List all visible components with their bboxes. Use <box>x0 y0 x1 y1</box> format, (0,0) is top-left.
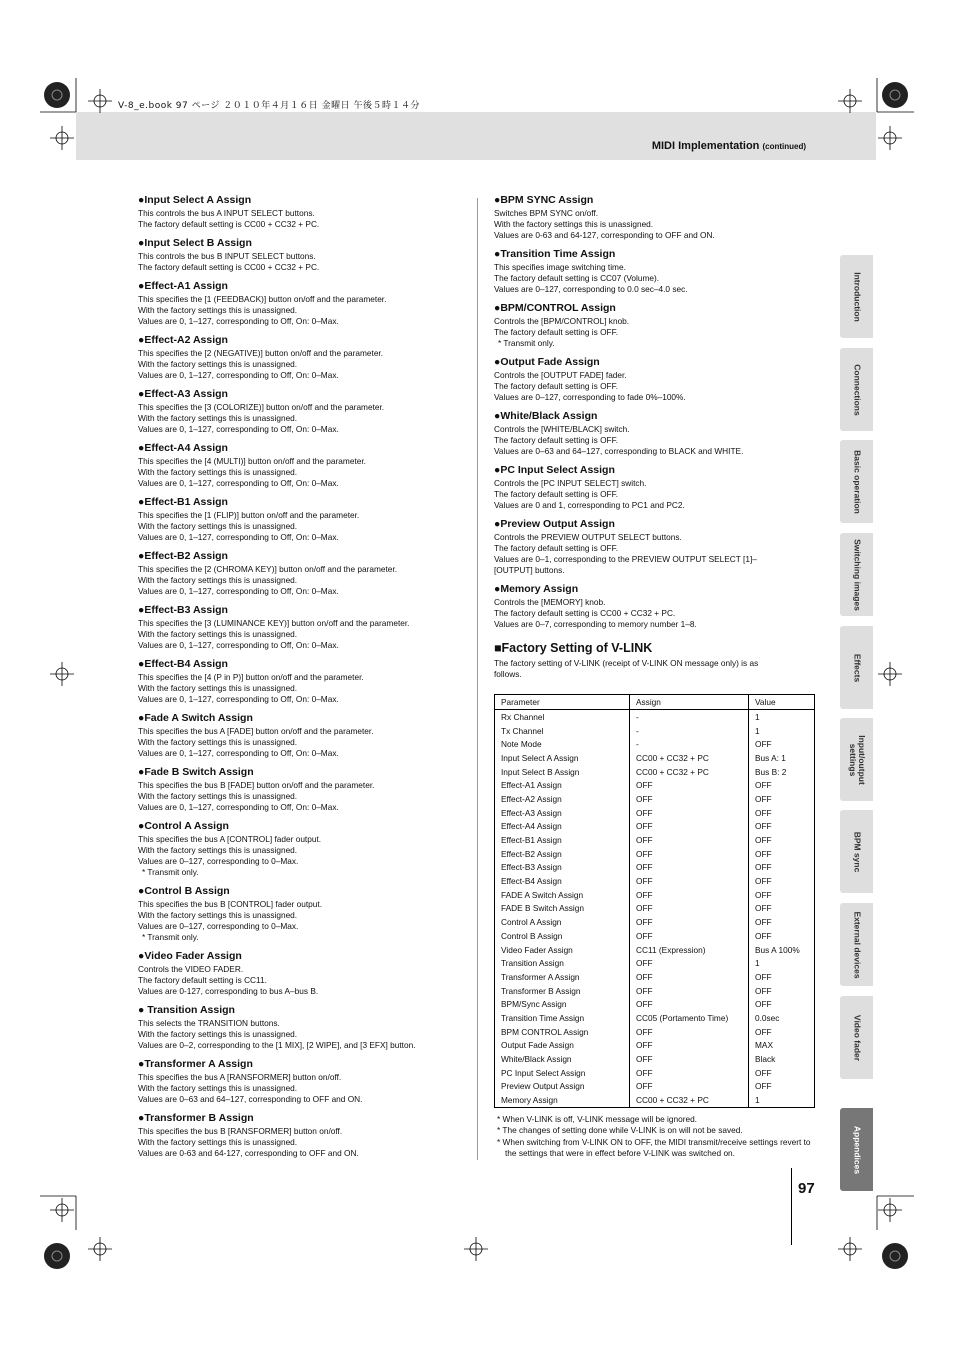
section-heading: ●PC Input Select Assign <box>494 464 615 476</box>
value-cell: OFF <box>749 833 815 847</box>
section-line: Controls the PREVIEW OUTPUT SELECT buttons. <box>494 532 682 542</box>
parameter-cell: Effect-A3 Assign <box>495 806 630 820</box>
assign-cell: OFF <box>630 874 749 888</box>
parameter-cell: Control A Assign <box>495 915 630 929</box>
section-line: Values are 0-127, corresponding to bus A–bus B. <box>138 986 319 996</box>
section-note: * Transmit only. <box>498 338 555 348</box>
section-heading: ●Video Fader Assign <box>138 950 242 962</box>
assign-cell: - <box>630 737 749 751</box>
assign-cell: - <box>630 710 749 724</box>
vlink-header-assign: Assign <box>630 695 749 710</box>
section-heading: ●Transition Time Assign <box>494 248 616 260</box>
side-tab-label: Appendices <box>852 1125 862 1174</box>
section-line: With the factory settings this is unassigned. <box>138 359 298 369</box>
value-cell: OFF <box>749 792 815 806</box>
assign-cell: OFF <box>630 861 749 875</box>
section-line: Values are 0, 1–127, corresponding to Off, On: 0–Max. <box>138 640 339 650</box>
section-line: Values are 0, 1–127, corresponding to Off, On: 0–Max. <box>138 478 339 488</box>
section-line: With the factory settings this is unassigned. <box>138 791 298 801</box>
parameter-cell: Video Fader Assign <box>495 943 630 957</box>
section-line: This specifies the [4 (MULTI)] button on/off and the parameter. <box>138 456 366 466</box>
side-tab-label: BPM sync <box>852 831 862 872</box>
section-line: Switches BPM SYNC on/off. <box>494 208 599 218</box>
value-cell: OFF <box>749 1080 815 1094</box>
parameter-cell: Effect-A2 Assign <box>495 792 630 806</box>
assign-cell: OFF <box>630 915 749 929</box>
value-cell: Bus A 100% <box>749 943 815 957</box>
vlink-title: ■Factory Setting of V-LINK <box>494 641 653 655</box>
section-heading: ●BPM SYNC Assign <box>494 194 594 206</box>
parameter-cell: Control B Assign <box>495 929 630 943</box>
value-cell: 1 <box>749 1093 815 1107</box>
value-cell: OFF <box>749 888 815 902</box>
section-line: Values are 0–63 and 64–127, corresponding to BLACK and WHITE. <box>494 446 744 456</box>
assign-cell: OFF <box>630 970 749 984</box>
section-line: The factory default setting is OFF. <box>494 381 619 391</box>
section-line: Values are 0–63 and 64–127, corresponding to OFF and ON. <box>138 1094 363 1104</box>
section-line: With the factory settings this is unassigned. <box>138 413 298 423</box>
section-line: Values are 0, 1–127, corresponding to Off, On: 0–Max. <box>138 424 339 434</box>
section-line: Values are 0–2, corresponding to the [1 MIX], [2 WIPE], and [3 EFX] button. <box>138 1040 416 1050</box>
parameter-cell: Effect-B2 Assign <box>495 847 630 861</box>
parameter-cell: Transition Assign <box>495 956 630 970</box>
section-line: Values are 0, 1–127, corresponding to Off, On: 0–Max. <box>138 532 339 542</box>
vlink-header-parameter: Parameter <box>495 695 630 710</box>
color-rosette <box>882 82 908 108</box>
section-line: This selects the TRANSITION buttons. <box>138 1018 280 1028</box>
value-cell: OFF <box>749 997 815 1011</box>
section-note: * Transmit only. <box>142 867 199 877</box>
section-line: Values are 0–127, corresponding to 0–Max. <box>138 856 299 866</box>
section-line: [OUTPUT] buttons. <box>494 565 565 575</box>
value-cell: 1 <box>749 956 815 970</box>
section-line: This specifies the bus A [CONTROL] fader output. <box>138 834 322 844</box>
section-line: The factory default setting is CC00 + CC32 + PC. <box>494 608 676 618</box>
assign-cell: OFF <box>630 888 749 902</box>
assign-cell: OFF <box>630 997 749 1011</box>
parameter-cell: BPM CONTROL Assign <box>495 1025 630 1039</box>
value-cell: OFF <box>749 874 815 888</box>
section-line: This specifies image switching time. <box>494 262 626 272</box>
assign-cell: OFF <box>630 956 749 970</box>
section-heading: ●Fade B Switch Assign <box>138 766 254 778</box>
section-line: This specifies the bus B [RANSFORMER] button on/off. <box>138 1126 343 1136</box>
section-line: Values are 0-63 and 64-127, corresponding to OFF and ON. <box>138 1148 359 1158</box>
value-cell: 0.0sec <box>749 1011 815 1025</box>
section-line: This specifies the [4 (P in P)] button on/off and the parameter. <box>138 672 364 682</box>
section-note: * Transmit only. <box>142 932 199 942</box>
parameter-cell: Memory Assign <box>495 1093 630 1107</box>
assign-cell: OFF <box>630 929 749 943</box>
parameter-cell: Effect-B3 Assign <box>495 861 630 875</box>
header-subtitle: (continued) <box>762 142 806 151</box>
section-line: The factory default setting is OFF. <box>494 489 619 499</box>
parameter-cell: Tx Channel <box>495 724 630 738</box>
section-line: This controls the bus B INPUT SELECT buttons. <box>138 251 316 261</box>
section-heading: ●Effect-A2 Assign <box>138 334 228 346</box>
section-line: Values are 0–127, corresponding to fade 0%–100%. <box>494 392 686 402</box>
section-line: This specifies the [2 (NEGATIVE)] button on/off and the parameter. <box>138 348 384 358</box>
section-heading: ●Control B Assign <box>138 885 230 897</box>
assign-cell: OFF <box>630 792 749 806</box>
assign-cell: OFF <box>630 1039 749 1053</box>
side-tab-label: Introduction <box>852 271 862 322</box>
value-cell: 1 <box>749 724 815 738</box>
parameter-cell: PC Input Select Assign <box>495 1066 630 1080</box>
section-heading: ●White/Black Assign <box>494 410 598 422</box>
section-line: This specifies the [1 (FEEDBACK)] button on/off and the parameter. <box>138 294 387 304</box>
section-line: This specifies the [3 (LUMINANCE KEY)] button on/off and the parameter. <box>138 618 410 628</box>
section-heading: ●Transformer A Assign <box>138 1058 253 1070</box>
side-tab-label: Effects <box>852 653 862 682</box>
section-line: Controls the [BPM/CONTROL] knob. <box>494 316 630 326</box>
assign-cell: - <box>630 724 749 738</box>
section-line: This specifies the [3 (COLORIZE)] button on/off and the parameter. <box>138 402 385 412</box>
section-heading: ●Fade A Switch Assign <box>138 712 253 724</box>
assign-cell: CC00 + CC32 + PC <box>630 751 749 765</box>
section-line: Values are 0–1, corresponding to the PREVIEW OUTPUT SELECT [1]– <box>494 554 757 564</box>
assign-cell: CC11 (Expression) <box>630 943 749 957</box>
value-cell: OFF <box>749 806 815 820</box>
value-cell: 1 <box>749 710 815 724</box>
assign-cell: OFF <box>630 902 749 916</box>
section-line: This specifies the bus A [FADE] button on/off and the parameter. <box>138 726 374 736</box>
section-line: Values are 0–7, corresponding to memory number 1–8. <box>494 619 697 629</box>
section-line: The factory default setting is CC00 + CC32 + PC. <box>138 219 320 229</box>
vlink-header-value: Value <box>749 695 815 710</box>
section-line: Controls the [MEMORY] knob. <box>494 597 606 607</box>
section-heading: ●Effect-B1 Assign <box>138 496 228 508</box>
section-line: With the factory settings this is unassigned. <box>138 521 298 531</box>
section-heading: ●Transformer B Assign <box>138 1112 254 1124</box>
value-cell: OFF <box>749 1025 815 1039</box>
section-heading: ●BPM/CONTROL Assign <box>494 302 616 314</box>
value-cell: MAX <box>749 1039 815 1053</box>
assign-cell: OFF <box>630 806 749 820</box>
parameter-cell: Note Mode <box>495 737 630 751</box>
section-heading: ●Effect-A4 Assign <box>138 442 228 454</box>
section-line: This specifies the [2 (CHROMA KEY)] button on/off and the parameter. <box>138 564 398 574</box>
section-line: With the factory settings this is unassigned. <box>138 467 298 477</box>
section-line: The factory default setting is CC00 + CC32 + PC. <box>138 262 320 272</box>
side-tab-label: Connections <box>852 363 862 416</box>
value-cell: OFF <box>749 847 815 861</box>
assign-cell: OFF <box>630 1052 749 1066</box>
assign-cell: OFF <box>630 1066 749 1080</box>
section-line: With the factory settings this is unassigned. <box>138 1029 298 1039</box>
value-cell: OFF <box>749 984 815 998</box>
parameter-cell: Transformer A Assign <box>495 970 630 984</box>
parameter-cell: Input Select A Assign <box>495 751 630 765</box>
section-line: This specifies the bus B [CONTROL] fader output. <box>138 899 322 909</box>
value-cell: OFF <box>749 1066 815 1080</box>
section-line: Values are 0, 1–127, corresponding to Off, On: 0–Max. <box>138 748 339 758</box>
assign-cell: OFF <box>630 984 749 998</box>
section-line: With the factory settings this is unassigned. <box>138 1137 298 1147</box>
section-heading: ●Effect-A3 Assign <box>138 388 228 400</box>
section-heading: ●Effect-B4 Assign <box>138 658 228 670</box>
print-info: V-8_e.book 97 ページ ２０１０年４月１６日 金曜日 午後５時１４分 <box>118 101 421 111</box>
parameter-cell: Preview Output Assign <box>495 1080 630 1094</box>
color-rosette <box>44 1243 70 1269</box>
section-line: With the factory settings this is unassigned. <box>138 737 298 747</box>
value-cell: OFF <box>749 929 815 943</box>
vlink-description-line: follows. <box>494 669 522 679</box>
section-line: Controls the [PC INPUT SELECT] switch. <box>494 478 647 488</box>
parameter-cell: Output Fade Assign <box>495 1039 630 1053</box>
color-rosette <box>44 82 70 108</box>
value-cell: OFF <box>749 737 815 751</box>
value-cell: Bus B: 2 <box>749 765 815 779</box>
section-line: With the factory settings this is unassigned. <box>138 1083 298 1093</box>
parameter-cell: Transformer B Assign <box>495 984 630 998</box>
section-line: Values are 0, 1–127, corresponding to Off, On: 0–Max. <box>138 586 339 596</box>
section-line: Values are 0–127, corresponding to 0–Max. <box>138 921 299 931</box>
section-line: Values are 0, 1–127, corresponding to Off, On: 0–Max. <box>138 694 339 704</box>
section-heading: ●Preview Output Assign <box>494 518 615 530</box>
assign-cell: OFF <box>630 847 749 861</box>
section-line: Controls the [OUTPUT FADE] fader. <box>494 370 627 380</box>
section-line: This controls the bus A INPUT SELECT buttons. <box>138 208 315 218</box>
section-line: This specifies the bus B [FADE] button on/off and the parameter. <box>138 780 375 790</box>
section-line: Controls the VIDEO FADER. <box>138 964 244 974</box>
section-line: With the factory settings this is unassigned. <box>138 683 298 693</box>
page-number: 97 <box>798 1180 815 1197</box>
parameter-cell: Effect-B1 Assign <box>495 833 630 847</box>
section-heading: ●Effect-B2 Assign <box>138 550 228 562</box>
value-cell: OFF <box>749 902 815 916</box>
parameter-cell: Effect-B4 Assign <box>495 874 630 888</box>
section-line: With the factory settings this is unassigned. <box>494 219 654 229</box>
value-cell: OFF <box>749 915 815 929</box>
section-line: Values are 0-63 and 64-127, corresponding to OFF and ON. <box>494 230 715 240</box>
section-heading: ●Output Fade Assign <box>494 356 600 368</box>
section-line: Values are 0, 1–127, corresponding to Off, On: 0–Max. <box>138 316 339 326</box>
section-line: Values are 0–127, corresponding to 0.0 sec–4.0 sec. <box>494 284 688 294</box>
assign-cell: OFF <box>630 1080 749 1094</box>
vlink-footnote: * The changes of setting done while V-LINK is on will not be saved. <box>497 1125 743 1136</box>
section-line: This specifies the bus A [RANSFORMER] button on/off. <box>138 1072 342 1082</box>
section-line: With the factory settings this is unassigned. <box>138 629 298 639</box>
section-line: Values are 0, 1–127, corresponding to Off, On: 0–Max. <box>138 370 339 380</box>
assign-cell: CC00 + CC32 + PC <box>630 1093 749 1107</box>
side-tab-label: Video fader <box>852 1014 862 1061</box>
section-line: Values are 0, 1–127, corresponding to Off, On: 0–Max. <box>138 802 339 812</box>
assign-cell: OFF <box>630 833 749 847</box>
assign-cell: OFF <box>630 820 749 834</box>
side-tab-label: Input/output settings <box>847 734 867 785</box>
parameter-cell: BPM/Sync Assign <box>495 997 630 1011</box>
parameter-cell: Effect-A4 Assign <box>495 820 630 834</box>
assign-cell: CC05 (Portamento Time) <box>630 1011 749 1025</box>
assign-cell: OFF <box>630 1025 749 1039</box>
vlink-footnote: * When V-LINK is off, V-LINK message will be ignored. <box>497 1113 697 1124</box>
color-rosette <box>882 1243 908 1269</box>
assign-cell: CC00 + CC32 + PC <box>630 765 749 779</box>
vlink-description-line: The factory setting of V-LINK (receipt of V-LINK ON message only) is as <box>494 658 759 668</box>
header-title-text: MIDI Implementation <box>651 140 760 152</box>
assign-cell: OFF <box>630 778 749 792</box>
section-line: Controls the [WHITE/BLACK] switch. <box>494 424 630 434</box>
parameter-cell: Rx Channel <box>495 710 630 724</box>
value-cell: Bus A: 1 <box>749 751 815 765</box>
section-line: With the factory settings this is unassigned. <box>138 575 298 585</box>
section-line: The factory default setting is CC11. <box>138 975 267 985</box>
section-heading: ●Control A Assign <box>138 820 229 832</box>
parameter-cell: Input Select B Assign <box>495 765 630 779</box>
value-cell: OFF <box>749 970 815 984</box>
side-tab-label: Basic operation <box>852 449 862 514</box>
section-heading: ●Input Select B Assign <box>138 237 252 249</box>
parameter-cell: Effect-A1 Assign <box>495 778 630 792</box>
section-heading: ●Effect-B3 Assign <box>138 604 228 616</box>
section-line: The factory default setting is OFF. <box>494 435 619 445</box>
side-tab-label: Switching images <box>852 538 862 611</box>
section-line: The factory default setting is OFF. <box>494 327 619 337</box>
section-line: With the factory settings this is unassigned. <box>138 305 298 315</box>
section-line: This specifies the [1 (FLIP)] button on/off and the parameter. <box>138 510 360 520</box>
section-line: Values are 0 and 1, corresponding to PC1 and PC2. <box>494 500 685 510</box>
value-cell: Black <box>749 1052 815 1066</box>
section-line: With the factory settings this is unassigned. <box>138 845 298 855</box>
section-heading: ●Effect-A1 Assign <box>138 280 228 292</box>
section-line: The factory default setting is CC07 (Volume). <box>494 273 660 283</box>
section-heading: ●Memory Assign <box>494 583 579 595</box>
parameter-cell: FADE B Switch Assign <box>495 902 630 916</box>
section-line: The factory default setting is OFF. <box>494 543 619 553</box>
value-cell: OFF <box>749 778 815 792</box>
vlink-footnote: * When switching from V-LINK ON to OFF, the MIDI transmit/receive settings revert to the settings that were in effect before V-LINK was switched on. <box>497 1136 811 1158</box>
side-tab-label: External devices <box>852 910 862 979</box>
section-heading: ●Input Select A Assign <box>138 194 252 206</box>
section-heading: ● Transition Assign <box>138 1004 235 1016</box>
parameter-cell: FADE A Switch Assign <box>495 888 630 902</box>
value-cell: OFF <box>749 820 815 834</box>
value-cell: OFF <box>749 861 815 875</box>
parameter-cell: White/Black Assign <box>495 1052 630 1066</box>
parameter-cell: Transition Time Assign <box>495 1011 630 1025</box>
section-line: With the factory settings this is unassigned. <box>138 910 298 920</box>
